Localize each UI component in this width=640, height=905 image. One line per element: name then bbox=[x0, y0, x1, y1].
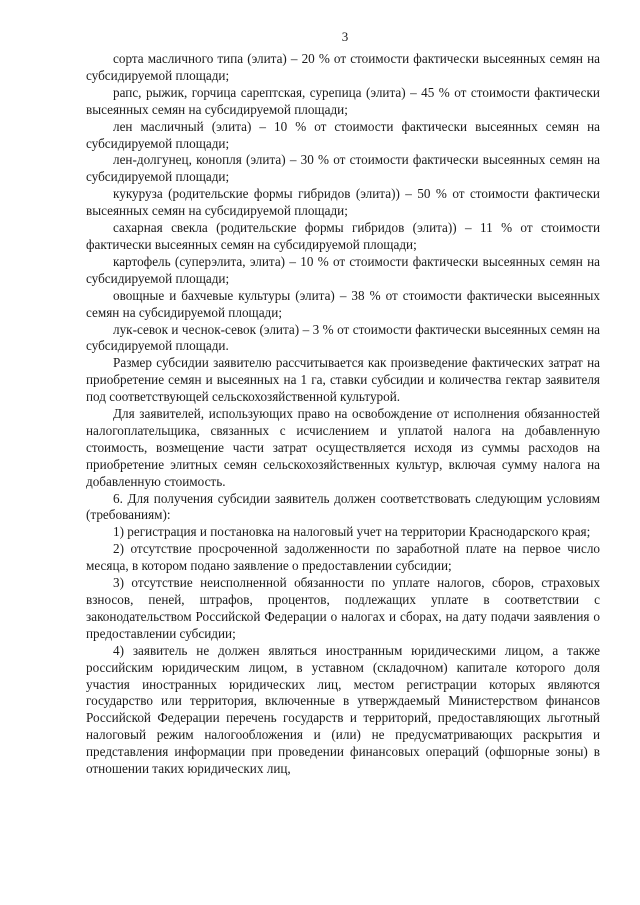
paragraph: сорта масличного типа (элита) – 20 % от стоимости фактически высеянных семян на субсидируемой площади; bbox=[86, 51, 600, 83]
paragraph: картофель (суперэлита, элита) – 10 % от стоимости фактически высеянных семян на субсидируемой площади; bbox=[86, 253, 600, 286]
document-body bbox=[86, 51, 600, 778]
paragraph: 2) отсутствие просроченной задолженности по заработной плате на первое число месяца, в котором подано заявление о предоставлении субсидии; bbox=[86, 541, 600, 574]
paragraph: Размер субсидии заявителю рассчитывается как произведение фактических затрат на приобретение семян и высеянных на 1 га, ставки субсидии и количества гектар заявителя под соответствующей сельскохозяйственной культурой. bbox=[86, 355, 600, 405]
paragraph: лук-севок и чеснок-севок (элита) – 3 % от стоимости фактически высеянных семян на субсидируемой площади. bbox=[86, 321, 600, 354]
paragraph: рапс, рыжик, горчица сарептская, сурепица (элита) – 45 % от стоимости фактически высеянных семян на субсидируемой площади; bbox=[86, 84, 600, 117]
page-number: 3 bbox=[341, 29, 349, 44]
paragraph: Для заявителей, использующих право на освобождение от исполнения обязанностей налогоплательщика, связанных с исчислением и уплатой налога на добавленную стоимость, возмещение части затрат осуществляется исходя из суммы расходов на приобретение элитных семян сельскохозяйственных культур, включая сумму налога на добавленную стоимость. bbox=[86, 406, 600, 489]
paragraph: 6. Для получения субсидии заявитель должен соответствовать следующим условиям (требованиям): bbox=[86, 490, 600, 523]
paragraph: сахарная свекла (родительские формы гибридов (элита)) – 11 % от стоимости фактически высеянных семян на субсидируемой площади; bbox=[86, 220, 600, 252]
paragraph: кукуруза (родительские формы гибридов (элита)) – 50 % от стоимости фактически высеянных семян на субсидируемой площади; bbox=[86, 186, 600, 219]
paragraph: 4) заявитель не должен являться иностранным юридическими лицом, а также российским юридическим лицом, в уставном (складочном) капитале которого доля участия иностранных юридических лиц, местом регистрации которых являются государство или территория, включенные в утверждаемый Министерством финансов Российской Федерации перечень государств и территорий, предоставляющих льготный налоговый режим налогообложения и (или) не предусматривающих раскрытия и представления информации при проведении финансовых операций (офшорные зоны) в отношении таких юридических лиц, bbox=[86, 642, 600, 777]
paragraph: 1) регистрация и постановка на налоговый учет на территории Краснодарского края; bbox=[113, 524, 591, 540]
paragraph: лен масличный (элита) – 10 % от стоимости фактически высеянных семян на субсидируемой площади; bbox=[86, 118, 600, 151]
paragraph: 3) отсутствие неисполненной обязанности по уплате налогов, сборов, страховых взносов, пеней, штрафов, процентов, подлежащих уплате в соответствии с законодательством Российской Федерации о налогах и сборах, на дату подачи заявления о предоставлении субсидии; bbox=[86, 575, 600, 641]
paragraph: овощные и бахчевые культуры (элита) – 38 % от стоимости фактически высеянных семян на субсидируемой площади; bbox=[86, 287, 600, 320]
paragraph: лен-долгунец, конопля (элита) – 30 % от стоимости фактически высеянных семян на субсидируемой площади; bbox=[86, 152, 600, 185]
